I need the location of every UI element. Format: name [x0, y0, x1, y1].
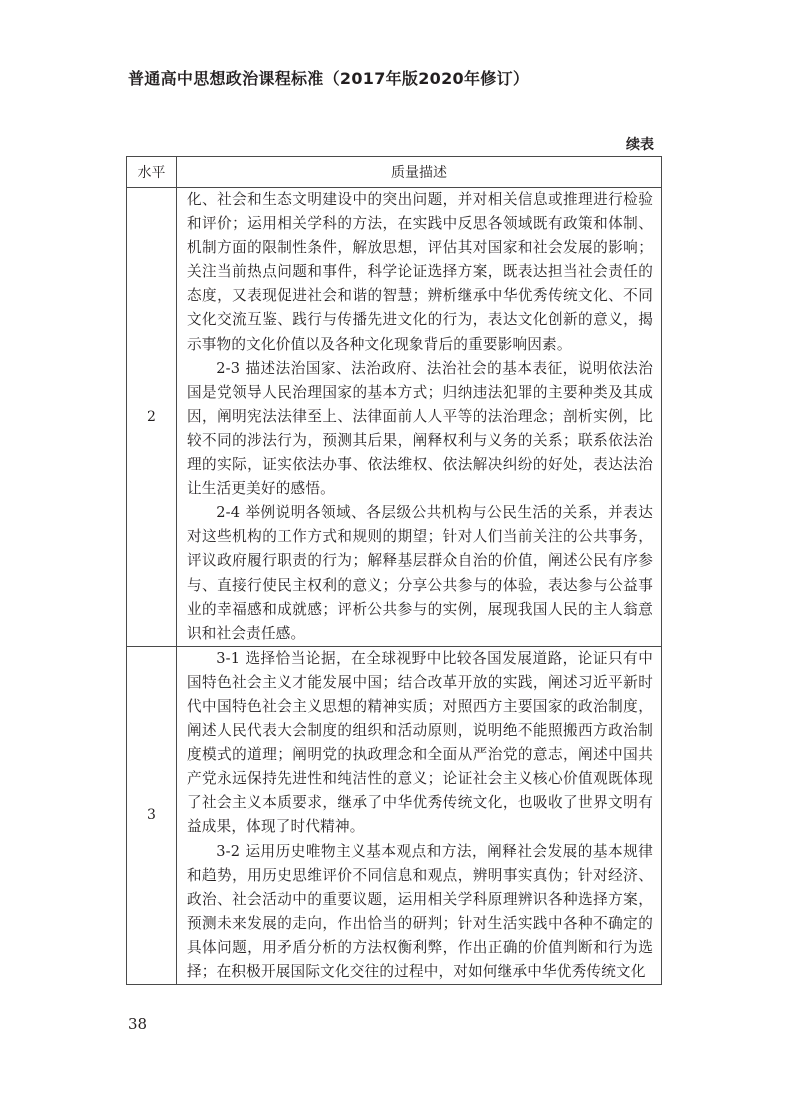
description-paragraph: 化、社会和生态文明建设中的突出问题，并对相关信息或推理进行检验和评价；运用相关学科的方法，在实践中反思各领域既有政策和体制、机制方面的限制性条件，解放思想，评估其对国家和社会发展的影响；关注当前热点问题和事件，科学论证选择方案，既表达担当社会责任的态度，又表现促进社会和谐的智慧；辨析继承中华优秀传统文化、不同文化交流互鉴、践行与传播先进文化的行为，表达文化创新的意义，揭示事物的文化价值以及各种文化现象背后的重要影响因素。	[187, 191, 653, 353]
level-cell: 2	[127, 188, 177, 647]
description-cell	[177, 188, 662, 647]
table-row	[127, 646, 662, 984]
table-caption: 续表	[626, 137, 654, 153]
column-header-description: 质量描述	[177, 157, 662, 188]
table-row	[127, 188, 662, 647]
description-paragraph: 2-4 举例说明各领域、各层级公共机构与公民生活的关系，并表达对这些机构的工作方式和规则的期望；针对人们当前关注的公共事务，评议政府履行职责的行为；解释基层群众自治的价值，阐述公民有序参与、直接行使民主权利的意义；分享公共参与的体验，表达参与公益事业的幸福感和成就感；评析公共参与的实例，展现我国人民的主人翁意识和社会责任感。	[187, 504, 653, 642]
description-paragraph: 3-2 运用历史唯物主义基本观点和方法，阐释社会发展的基本规律和趋势，用历史思维评价不同信息和观点，辨明事实真伪；针对经济、政治、社会活动中的重要议题，运用相关学科原理辨识各种选择方案，预测未来发展的走向，作出恰当的研判；针对生活实践中各种不确定的具体问题，用矛盾分析的方法权衡利弊，作出正确的价值判断和行为选择；在积极开展国际文化交往的过程中，对如何继承中华优秀传统文化	[187, 842, 653, 980]
level-cell: 3	[127, 646, 177, 984]
description-paragraph: 2-3 描述法治国家、法治政府、法治社会的基本表征，说明依法治国是党领导人民治理国家的基本方式；归纳违法犯罪的主要种类及其成因，阐明宪法法律至上、法律面前人人平等的法治理念；剖析实例，比较不同的涉法行为，预测其后果，阐释权利与义务的关系；联系依法治理的实际，证实依法办事、依法维权、依法解决纠纷的好处，表达法治让生活更美好的感悟。	[187, 359, 653, 498]
table-header-row	[127, 157, 662, 188]
page-number: 38	[128, 1015, 148, 1033]
description-cell	[177, 646, 662, 984]
description-paragraph: 3-1 选择恰当论据，在全球视野中比较各国发展道路，论证只有中国特色社会主义才能发展中国；结合改革开放的实践，阐述习近平新时代中国特色社会主义思想的精神实质；对照西方主要国家的政治制度，阐述人民代表大会制度的组织和活动原则，说明绝不能照搬西方政治制度模式的道理；阐明党的执政理念和全面从严治党的意志，阐述中国共产党永远保持先进性和纯洁性的意义；论证社会主义核心价值观既体现了社会主义本质要求，继承了中华优秀传统文化，也吸收了世界文明有益成果，体现了时代精神。	[187, 649, 653, 836]
quality-description-table	[126, 156, 662, 985]
column-header-level: 水平	[127, 157, 177, 188]
page-header-title: 普通高中思想政治课程标准（2017年版2020年修订）	[128, 69, 530, 88]
